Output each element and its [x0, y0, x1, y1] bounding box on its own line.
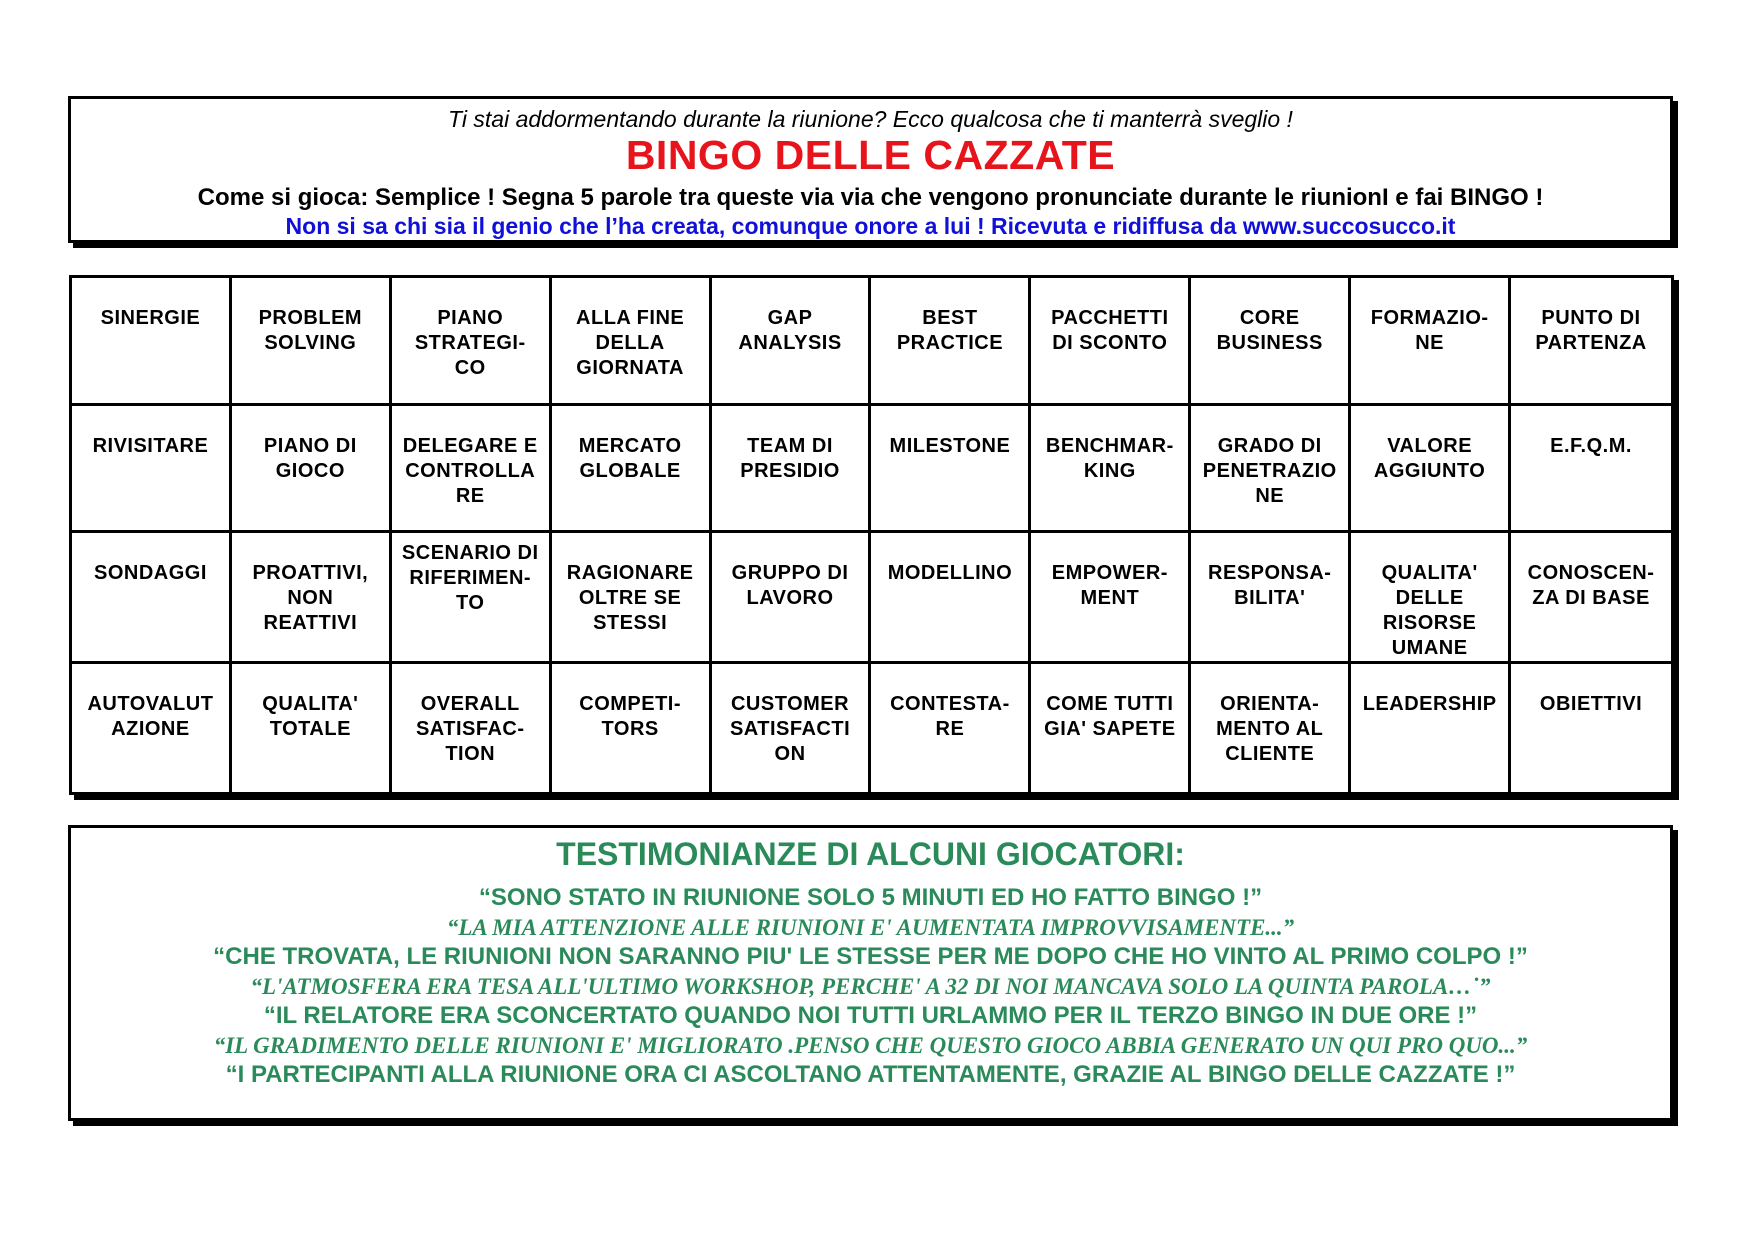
- bingo-cell[interactable]: [1511, 278, 1671, 406]
- bingo-cell[interactable]: [1191, 533, 1351, 664]
- bingo-cell[interactable]: [1191, 406, 1351, 534]
- page-title: BINGO DELLE CAZZATE: [625, 132, 1116, 178]
- bingo-cell[interactable]: [552, 664, 712, 792]
- bingo-cell-label: GRUPPO DI LAVORO: [731, 562, 849, 610]
- testimonial-quote: “I PARTECIPANTI ALLA RIUNIONE ORA CI ASCOLTANO ATTENTAMENTE, GRAZIE AL BINGO DELLE CAZZATE !”: [225, 1061, 1516, 1088]
- bingo-cell[interactable]: [72, 664, 232, 792]
- bingo-cell-label: PIANO STRATEGI- CO: [414, 307, 526, 379]
- bingo-cell[interactable]: [871, 533, 1031, 664]
- testimonials-list: [71, 883, 1670, 1090]
- bingo-cell[interactable]: [871, 406, 1031, 534]
- bingo-cell-label: OBIETTIVI: [1539, 693, 1643, 716]
- bingo-cell-label: GRADO DI PENETRAZIO NE: [1202, 434, 1337, 507]
- bingo-cell[interactable]: [1191, 278, 1351, 406]
- bingo-cell[interactable]: [1031, 533, 1191, 664]
- bingo-cell-label: CONTESTA- RE: [890, 693, 1010, 741]
- bingo-cell-label: CORE BUSINESS: [1216, 307, 1323, 354]
- bingo-cell-label: SONDAGGI: [93, 562, 207, 585]
- bingo-cell-label: COME TUTTI GIA' SAPETE: [1044, 693, 1176, 741]
- bingo-cell-label: OVERALL SATISFAC- TION: [415, 693, 525, 766]
- bingo-cell-label: E.F.Q.M.: [1550, 434, 1632, 457]
- bingo-grid: [69, 275, 1674, 795]
- bingo-cell[interactable]: [72, 278, 232, 406]
- bingo-cell[interactable]: [1031, 278, 1191, 406]
- bingo-cell-label: SCENARIO DI RIFERIMEN- TO: [401, 542, 539, 615]
- bingo-cell-label: ALLA FINE DELLA GIORNATA: [576, 307, 685, 379]
- bingo-cell[interactable]: [1351, 664, 1511, 792]
- bingo-cell-label: AUTOVALUT AZIONE: [87, 693, 214, 741]
- bingo-cell-label: TEAM DI PRESIDIO: [740, 434, 840, 482]
- bingo-cell[interactable]: [1191, 664, 1351, 792]
- testimonial-quote: “IL RELATORE ERA SCONCERTATO QUANDO NOI TUTTI URLAMMO PER IL TERZO BINGO IN DUE ORE !”: [263, 1002, 1478, 1029]
- bingo-cell[interactable]: [712, 278, 872, 406]
- testimonials-title: TESTIMONIANZE DI ALCUNI GIOCATORI:: [556, 836, 1185, 872]
- bingo-cell[interactable]: [72, 406, 232, 534]
- bingo-cell-label: GAP ANALYSIS: [738, 307, 842, 354]
- bingo-cell[interactable]: [232, 406, 392, 534]
- bingo-cell[interactable]: [1031, 664, 1191, 792]
- bingo-cell-label: MODELLINO: [887, 562, 1013, 585]
- bingo-cell-label: FORMAZIO- NE: [1370, 307, 1489, 354]
- bingo-cell[interactable]: [1511, 406, 1671, 534]
- bingo-cell[interactable]: [1351, 278, 1511, 406]
- bingo-cell-label: RAGIONARE OLTRE SE STESSI: [566, 562, 694, 635]
- bingo-cell-label: CONOSCEN- ZA DI BASE: [1527, 562, 1655, 610]
- bingo-cell-label: QUALITA' DELLE RISORSE UMANE: [1381, 562, 1478, 660]
- bingo-cell-label: COMPETI- TORS: [579, 693, 682, 741]
- bingo-cell[interactable]: [1031, 406, 1191, 534]
- bingo-cell[interactable]: [232, 533, 392, 664]
- bingo-cell[interactable]: [232, 278, 392, 406]
- bingo-cell-label: QUALITA' TOTALE: [262, 693, 359, 741]
- bingo-cell[interactable]: [871, 664, 1031, 792]
- rules-text: Come si gioca: Semplice ! Segna 5 parole tra queste via via che vengono pronunciate durante le riunionI e fai BINGO !: [197, 184, 1544, 211]
- bingo-cell-label: PUNTO DI PARTENZA: [1535, 307, 1647, 354]
- bingo-cell[interactable]: [1351, 533, 1511, 664]
- bingo-cell[interactable]: [1511, 533, 1671, 664]
- bingo-cell-label: DELEGARE E CONTROLLA RE: [402, 434, 538, 507]
- testimonial-quote: “CHE TROVATA, LE RIUNIONI NON SARANNO PIU' LE STESSE PER ME DOPO CHE HO VINTO AL PRIMO COLPO !”: [213, 943, 1528, 970]
- bingo-cell-label: PROATTIVI, NON REATTIVI: [252, 562, 369, 635]
- bingo-cell[interactable]: [1511, 664, 1671, 792]
- bingo-cell[interactable]: [392, 664, 552, 792]
- credit-text: Non si sa chi sia il genio che l’ha creata, comunque onore a lui ! Ricevuta e ridiffusa da www.succosucco.it: [285, 213, 1456, 239]
- bingo-cell[interactable]: [232, 664, 392, 792]
- bingo-cell[interactable]: [392, 406, 552, 534]
- bingo-cell-label: BENCHMAR- KING: [1045, 434, 1174, 482]
- testimonial-quote: “LA MIA ATTENZIONE ALLE RIUNIONI E' AUMENTATA IMPROVVISAMENTE...”: [446, 914, 1295, 940]
- bingo-cell[interactable]: [552, 278, 712, 406]
- testimonial-quote: “L'ATMOSFERA ERA TESA ALL'ULTIMO WORKSHOP, PERCHE' A 32 DI NOI MANCAVA SOLO LA QUINTA PAROLA…˙”: [250, 973, 1491, 999]
- testimonial-quote: “IL GRADIMENTO DELLE RIUNIONI E' MIGLIORATO .PENSO CHE QUESTO GIOCO ABBIA GENERATO UN QUI PRO QUO...”: [213, 1032, 1528, 1058]
- bingo-cell-label: LEADERSHIP: [1362, 693, 1497, 716]
- bingo-cell[interactable]: [712, 664, 872, 792]
- bingo-cell[interactable]: [1351, 406, 1511, 534]
- bingo-cell-label: RIVISITARE: [92, 434, 209, 457]
- bingo-cell-label: EMPOWER- MENT: [1051, 562, 1168, 610]
- testimonials-box: [68, 825, 1673, 1121]
- bingo-cell-label: PIANO DI GIOCO: [263, 434, 357, 482]
- bingo-cell-label: ORIENTA- MENTO AL CLIENTE: [1216, 693, 1324, 766]
- bingo-cell-label: PROBLEM SOLVING: [258, 307, 363, 354]
- bingo-cell-label: CUSTOMER SATISFACTI ON: [729, 693, 851, 766]
- bingo-cell[interactable]: [392, 533, 552, 664]
- bingo-cell[interactable]: [712, 406, 872, 534]
- bingo-cell-label: MILESTONE: [889, 434, 1011, 457]
- bingo-cell-label: MERCATO GLOBALE: [578, 434, 682, 482]
- bingo-cell[interactable]: [392, 278, 552, 406]
- header-box: [68, 96, 1673, 243]
- bingo-cell[interactable]: [871, 278, 1031, 406]
- bingo-cell-label: BEST PRACTICE: [896, 307, 1004, 354]
- bingo-cell-label: RESPONSA- BILITA': [1208, 562, 1332, 610]
- bingo-cell-label: PACCHETTI DI SCONTO: [1051, 307, 1169, 354]
- testimonial-quote: “SONO STATO IN RIUNIONE SOLO 5 MINUTI ED HO FATTO BINGO !”: [478, 884, 1263, 911]
- bingo-cell[interactable]: [552, 533, 712, 664]
- bingo-cell-label: VALORE AGGIUNTO: [1373, 434, 1486, 482]
- bingo-cell[interactable]: [72, 533, 232, 664]
- bingo-cell[interactable]: [712, 533, 872, 664]
- intro-text: Ti stai addormentando durante la riunione? Ecco qualcosa che ti manterrà sveglio !: [448, 106, 1293, 132]
- bingo-cell[interactable]: [552, 406, 712, 534]
- bingo-cell-label: SINERGIE: [100, 307, 201, 329]
